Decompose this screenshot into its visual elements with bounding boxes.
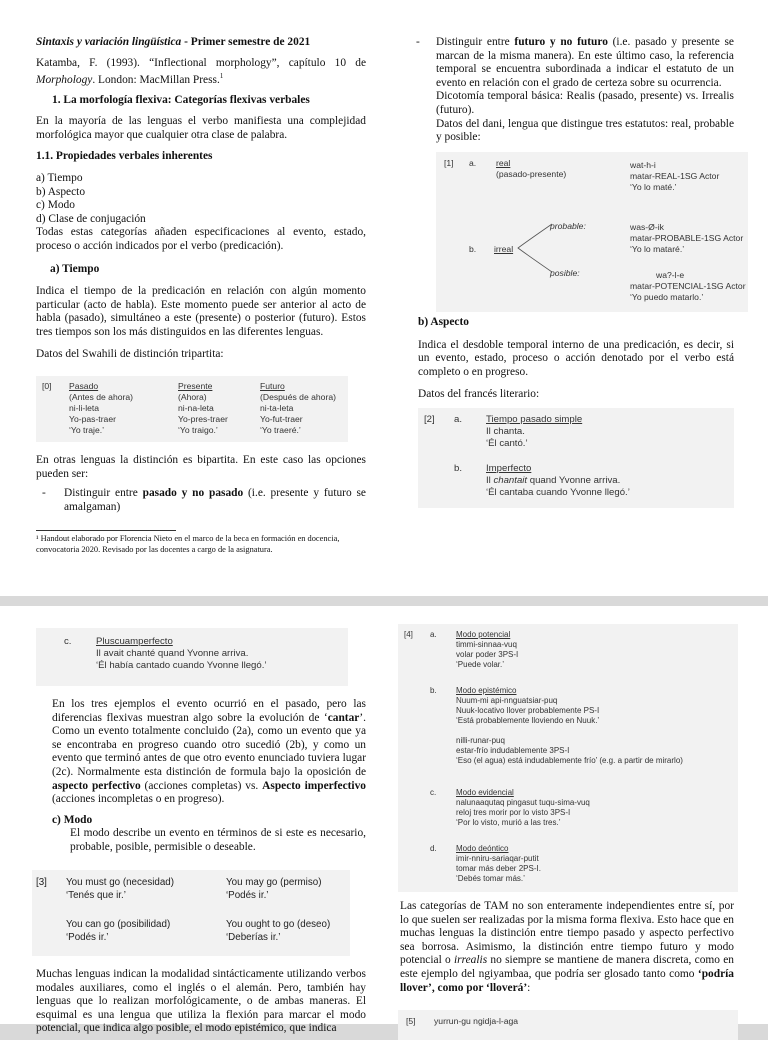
page1-right-column-aspecto (418, 316, 734, 402)
list-item: c) Modo (36, 199, 75, 212)
intro-paragraph: En la mayoría de las lenguas el verbo manifiesta una complejidad morfológica mayor que cualquier otra clase de palabra. (36, 115, 366, 141)
example-number: [3] (36, 877, 47, 888)
modal-example: You may go (permiso) ‘Podés ir.’ (226, 877, 322, 901)
real-label: real (pasado-presente) (496, 158, 567, 179)
modo-potencial-example: Modo potencial timmi-sinnaa-vuq volar poder 3PS-I ‘Puede volar.’ (456, 630, 519, 669)
posible-form: wa?-l-e matar-POTENCIAL-1SG Actor ‘Yo puedo matarlo.’ (630, 270, 746, 302)
page2-left-column (52, 698, 366, 855)
example-0-swahili (36, 376, 348, 442)
example-letter: a. (454, 414, 463, 425)
page1-right-column (412, 36, 734, 145)
bipartita-paragraph: En otras lenguas la distinción es bipartita. En este caso las opciones pueden ser: (36, 454, 366, 480)
example-4-esquimal (398, 624, 738, 892)
probable-form: was-Ø-ik matar-PROBABLE-1SG Actor ‘Yo lo mataré.’ (630, 222, 744, 254)
modo-deontico-example: Modo deóntico imir-nniru-sariaqar-putit tomar más deber 2PS-I. ‘Debés tomar más.’ (456, 844, 541, 883)
course-header: Sintaxis y variación lingüística - Primer semestre de 2021 (36, 36, 311, 48)
example-number: [2] (424, 414, 435, 425)
pasado-simple-example: Tiempo pasado simple Il chanta. ‘Él cantó.’ (486, 414, 583, 449)
section-heading-1: 1. La morfología flexiva: Categorías flexivas verbales (52, 93, 310, 106)
footnote: ¹ Handout elaborado por Florencia Nieto en el marco de la beca en formación en docencia, convocatoria 2020. Revisado por las docentes a cargo de la asignatura. (36, 534, 340, 554)
example-number: [5] (406, 1016, 416, 1026)
dash-item-pasado: - Distinguir entre pasado y no pasado (i.e. presente y futuro se amalgaman) (42, 487, 366, 513)
irreal-label: irreal (494, 244, 514, 254)
example-letter: c. (64, 636, 72, 647)
properties-list (36, 172, 366, 226)
example-number: [0] (42, 381, 52, 391)
pluscuamperfecto-example: Pluscuamperfecto Il avait chanté quand Yvonne arriva. ‘Él había cantado cuando Yvonne llegó.’ (96, 636, 267, 671)
example-column-pasado: Pasado (Antes de ahora) ni-li-leta Yo-pas-traer ‘Yo traje.’ (69, 381, 134, 435)
subheading-modo: c) Modo (52, 813, 93, 826)
modalidad-paragraph: Muchas lenguas indican la modalidad sintácticamente utilizando verbos modales auxiliares, como el inglés o el alemán. Pero, también hay lenguas que lo realizan morfológicamente, o de ambas maneras. El esquimal es una lengua que utiliza la flexión para marcar el modo potencial, que indica algo posible, el modo epistémico, que indica (36, 968, 366, 1035)
page1-left-column-bottom (36, 454, 366, 514)
example-letter: d. (430, 844, 437, 853)
example-column-futuro: Futuro (Después de ahora) ni-ta-leta Yo-fut-traer ‘Yo traeré.’ (260, 381, 336, 435)
tam-paragraph: Las categorías de TAM no son enteramente independientes entre sí, por lo que suelen ser realizadas por la misma forma flexiva. Esto hace que en muchas lenguas la distinción entre tiempo pasado y aspecto perfectivo sea borrosa. Asimismo, la distinción entre tiempo futuro y modo potencial o irrealis no siempre se mantiene de manera discreta, como en este ejemplo del ngiyambaa, que podría ser glosado tanto como ‘podría llover’, como por ‘lloverá’: (400, 900, 734, 994)
example-letter: b. (469, 244, 477, 254)
tiempo-paragraph: Indica el tiempo de la predicación en relación con algún momento particular (acto de habla). Este momento puede ser anterior al acto de habla (pasado), simultáneo a este (presente) o posterior (futuro). Estos tres tiempos son los más distinguidos en las diferentes lenguas. (36, 285, 366, 338)
example-letter: a. (469, 158, 477, 168)
example-number: [1] (444, 158, 454, 168)
modo-evidencial-example: Modo evidencial nalunaaqutaq pingasut tuqu-sima-vuq reloj tres morir por lo visto 3PS-I ‘Por lo visto, murió a las tres.’ (456, 788, 590, 827)
modal-example: You ought to go (deseo) ‘Deberías ir.’ (226, 919, 331, 943)
footnote-divider (36, 530, 176, 531)
page2-right-column (400, 900, 734, 995)
example-letter: c. (430, 788, 437, 797)
example-3-ingles (32, 870, 350, 956)
example-5-ngiyambaa (398, 1010, 738, 1040)
example-letter: b. (430, 686, 437, 695)
bibliographic-reference: Katamba, F. (1993). “Inflectional morphology”, capítulo 10 de Morphology. London: MacMillan Press.$^1$ (36, 56, 366, 86)
modo-epistemico-example: Modo epistémico Nuum-mi api-nnguatsiar-puq Nuuk-locativo llover probablemente PS-I ‘Está probablemente lloviendo en Nuuk.’ nilli-runar-puq estar-frío indudablemente 3PS-I ‘Eso (el agua) está indudablemente frío’ (e.g. a partir de mirarlo) (456, 686, 683, 765)
frances-intro: Datos del francés literario: (418, 388, 540, 401)
ngiyambaa-example: yurrun-gu ngidja-l-aga (434, 1016, 519, 1026)
example-letter: a. (430, 630, 437, 639)
aspecto-paragraph: Indica el desdoble temporal interno de una predicación, es decir, si un evento, estado, proceso o acción denotado por el verbo está completo o en progreso. (418, 338, 734, 378)
list-item: d) Clase de conjugación (36, 212, 146, 225)
example-number: [4] (404, 630, 413, 639)
real-form: wat-h-i matar-REAL-1SG Actor ‘Yo lo maté.’ (630, 160, 720, 192)
example-2c-pluscuamperfecto (36, 628, 348, 686)
subheading-tiempo: a) Tiempo (50, 262, 100, 275)
list-item: a) Tiempo (36, 171, 83, 184)
list-item: b) Aspecto (36, 185, 86, 198)
subheading-aspecto: b) Aspecto (418, 316, 469, 328)
example-1-dani (436, 152, 748, 312)
modal-example: You can go (posibilidad) ‘Podés ir.’ (66, 919, 171, 943)
example-2-frances (418, 408, 734, 508)
example-column-presente: Presente (Ahora) ni-na-leta Yo-pres-traer ‘Yo traigo.’ (178, 381, 228, 435)
probable-label: probable: (550, 221, 586, 231)
page2-left-column-bottom (36, 968, 366, 1036)
properties-paragraph: Todas estas categorías añaden especificaciones al evento, estado, proceso o acción indicados por el verbo (predicación). (36, 226, 366, 252)
modal-example: You must go (necesidad) ‘Tenés que ir.’ (66, 877, 175, 901)
dash-item-futuro: - Distinguir entre futuro y no futuro (i.e. pasado y presente se marcan de la misma manera). En este último caso, la referencia temporal se encuentra subordinada a indicar el estatuto de un evento en relación con el grado de certeza sobre su ocurrencia. (416, 36, 734, 89)
document-page-2 (0, 606, 768, 1035)
dani-intro: Datos del dani, lengua que distingue tres estatutos: real, probable y posible: (436, 117, 734, 144)
example-letter: b. (454, 463, 463, 474)
page1-left-column (36, 36, 366, 362)
aspect-explanation-paragraph: En los tres ejemplos el evento ocurrió en el pasado, pero las diferencias flexivas muestran algo sobre la evolución de ‘cantar’. Como un evento totalmente concluido (2a), como un evento que ya se encontraba en progreso cuando otro sucedió (2b), y como un evento que terminó antes de que otro evento enunciado tuviera lugar (2c). Normalmente esta distinción de formula bajo la oposición de aspecto perfectivo (acciones completas) vs. Aspecto imperfectivo (acciones incompletas o en progreso). (52, 698, 366, 806)
modo-paragraph: El modo describe un evento en términos de si este es necesario, probable, posible, permisible o deseable. (70, 827, 366, 853)
swahili-intro: Datos del Swahili de distinción tripartita: (36, 348, 224, 361)
posible-label: posible: (550, 268, 580, 278)
section-heading-1-1: 1.1. Propiedades verbales inherentes (36, 150, 213, 163)
dicotomia-paragraph: Dicotomía temporal básica: Realis (pasado, presente) vs. Irrealis (futuro). (436, 90, 734, 116)
imperfecto-example: Imperfecto Il chantait quand Yvonne arriva. ‘Él cantaba cuando Yvonne llegó.’ (486, 463, 630, 498)
